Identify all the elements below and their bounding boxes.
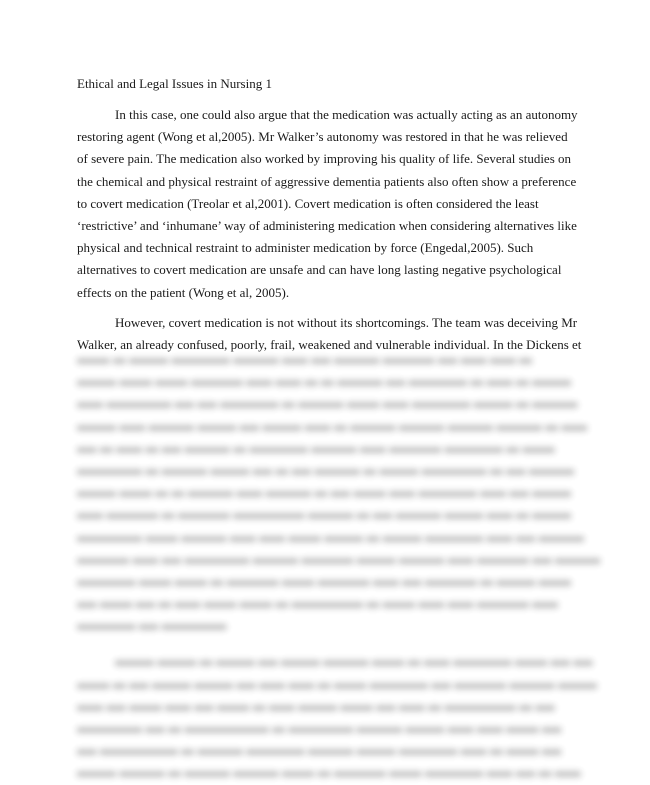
paragraph-line: alternatives to covert medication are unsafe and can have long lasting negative psychological [77,262,562,278]
paragraph-line: the chemical and physical restraint of aggressive dementia patients also often show a preference [77,173,577,189]
paragraph-line: Walker, an already confused, poorly, frail, weakened and vulnerable individual. In the Dickens et [77,337,582,353]
running-head: Ethical and Legal Issues in Nursing 1 [77,76,272,91]
paragraph-line: effects on the patient (Wong et al, 2005). [77,284,290,300]
paragraph-line: physical and technical restraint to administer medication by force (Engedal,2005). Such [77,240,534,256]
blurred-preview-region [70,335,601,781]
paragraph-line: However, covert medication is not without its shortcomings. The team was deceiving Mr [115,315,578,330]
paragraph-line: of severe pain. The medication also worked by improving his quality of life. Several studies on [77,151,572,167]
paragraph-line: ‘restrictive’ and ‘inhumane’ way of administering medication when considering alternatives like [77,217,577,233]
blurred-text: ooooo oo oooooo ooooooooo ooooooo oooo ooo ooooooo oooooooo ooo oooo oooo oo oooooo ooooo ooooo oooooooo oooo oooo oo oo ooooooo ooo ooooooooo oo oooo oo oooooo oooo oooooooooo ooo ooo ooooooooo oo ooooooo ooooo oooo ooooooooo oooooo oo ooooooo oooooo oooo ooooooo oooooo ooo oooooo oooo oo ooooooo ooooooo ooooooo ooooooo oo oooo ooo oo oooo oo ooo ooooooo oo ooooooooo ooooooo oooo oooooooo ooooooooo oo ooooo oooooooooo oo ooooooo oooooo ooo oo ooo ooooooo oo oooooo oooooooooo oo ooo ooooooo oooooo ooooo oo oo ooooooo oooo ooooooo oo ooo ooooo oooo ooooooooo oooo ooo oooooo oooo oooooooo oo oooooooo ooooooooooo ooooooo oo ooo ooooooo oooooo oooo oo oooooo oooooooooo ooooo ooooooo oooo oooo ooooo oooooo oo oooooo ooooooooo oooo ooo ooooooo oooooooo oooo ooo oooooooooo ooooooo oooooooo oooooo ooooooo oooo oooooooo ooo ooooooo ooooooooo ooooo ooooo oo oooooooo ooooo oooooooo oooo ooo oooooooo oo oooooo ooooo ooo ooooo ooo oo oooo ooooo ooooo oo ooooooooooo oo ooooo oooo oooo oooooooo oooo ooooooooo ooo oooooooooo oooooo oooooo oo oooooo ooo oooooo ooooooo ooooo oo oooo ooooooooo ooooo ooo ooo ooooo oo ooo oooooo oooooo ooo oooo oooo oo ooooo ooooooooo ooo oooooooo ooooooo oooooo oooo ooo ooooo oooo ooo ooooo oo oooo oooooo ooooo ooo oooo oo ooooooooooo oo ooo oooooooooo ooo oo ooooooooooooo oo oooooooooo ooooooo oooooo oooo oooo ooooo ooo ooo oooooooooooo oo ooooooo ooooooooo ooooooo oooooo ooooooooo oooo oo ooooo ooo oooooo ooooooo oo ooooooo ooooooo ooooo oo oooooooo ooooo ooooooooo oooo ooo oo oooo [77,352,601,781]
paragraph-line: to covert medication (Treolar et al,2001). Covert medication is often considered the least [77,195,539,211]
paragraph-1 [77,104,578,304]
paragraph-line: In this case, one could also argue that the medication was actually acting as an autonomy [115,107,578,122]
paragraph-line: restoring agent (Wong et al,2005). Mr Walker’s autonomy was restored in that he was relieved [77,129,568,145]
